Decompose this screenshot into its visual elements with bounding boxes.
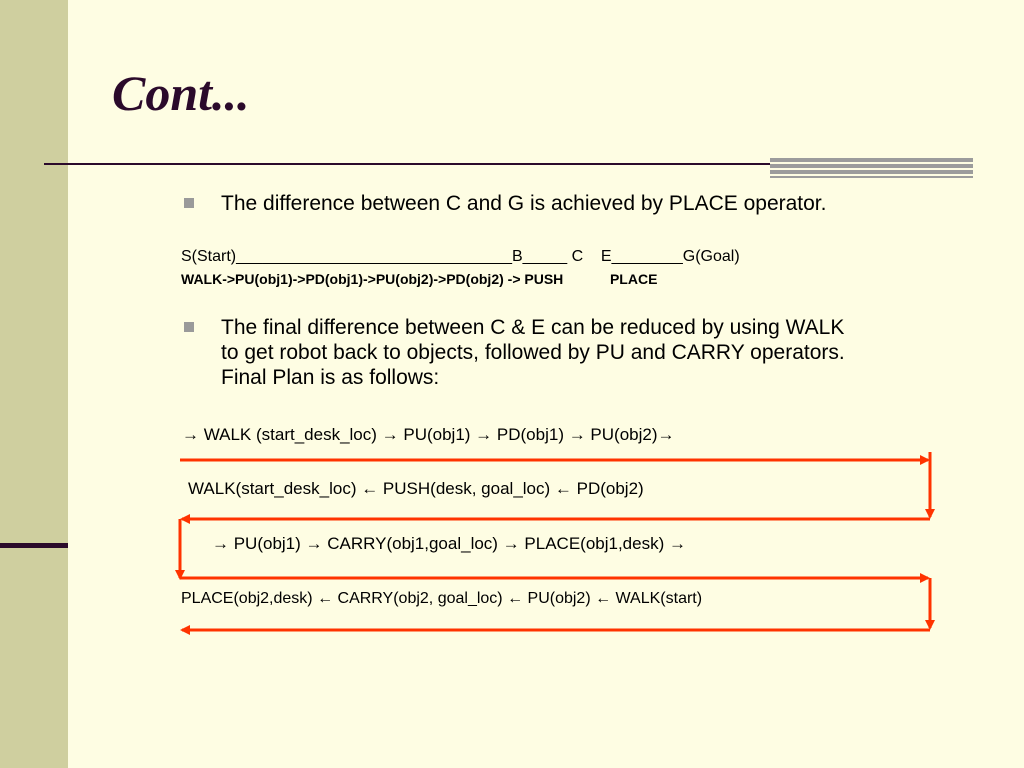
bullet-text-2-line-2: to get robot back to objects, followed by PU and CARRY operators. [221,341,845,364]
slide-title: Cont... [112,65,250,121]
left-accent-bar [0,543,68,548]
left-decor-band [0,0,68,768]
bullet-text-2-line-3: Final Plan is as follows: [221,366,440,389]
bullet-text-1: The difference between C and G is achieved by PLACE operator. [221,192,827,215]
title-stripe-decor [770,158,973,178]
plan-line-4: PLACE(obj2,desk) ← CARRY(obj2, goal_loc) ← PU(obj2) ← WALK(start) [181,590,703,607]
bullet-text-2-line-1: The final difference between C & E can be reduced by using WALK [221,316,845,339]
bullet-square-icon [184,198,194,208]
plan-line-1: → WALK (start_desk_loc) → PU(obj1) → PD(obj1) → PU(obj2)→ [182,425,675,444]
operator-sequence: WALK->PU(obj1)->PD(obj1)->PU(obj2)->PD(obj2) -> PUSH PLACE [181,271,658,287]
plan-line-2: WALK(start_desk_loc) ← PUSH(desk, goal_loc) ← PD(obj2) [188,479,644,498]
bullet-text-2 [221,315,1001,390]
plan-line-3: → PU(obj1) → CARRY(obj1,goal_loc) → PLACE(obj1,desk) → [212,534,686,553]
title-underline [44,163,770,165]
state-sequence: S(Start)_______________________________B_____ C E________G(Goal) [181,248,740,265]
bullet-square-icon [184,322,194,332]
